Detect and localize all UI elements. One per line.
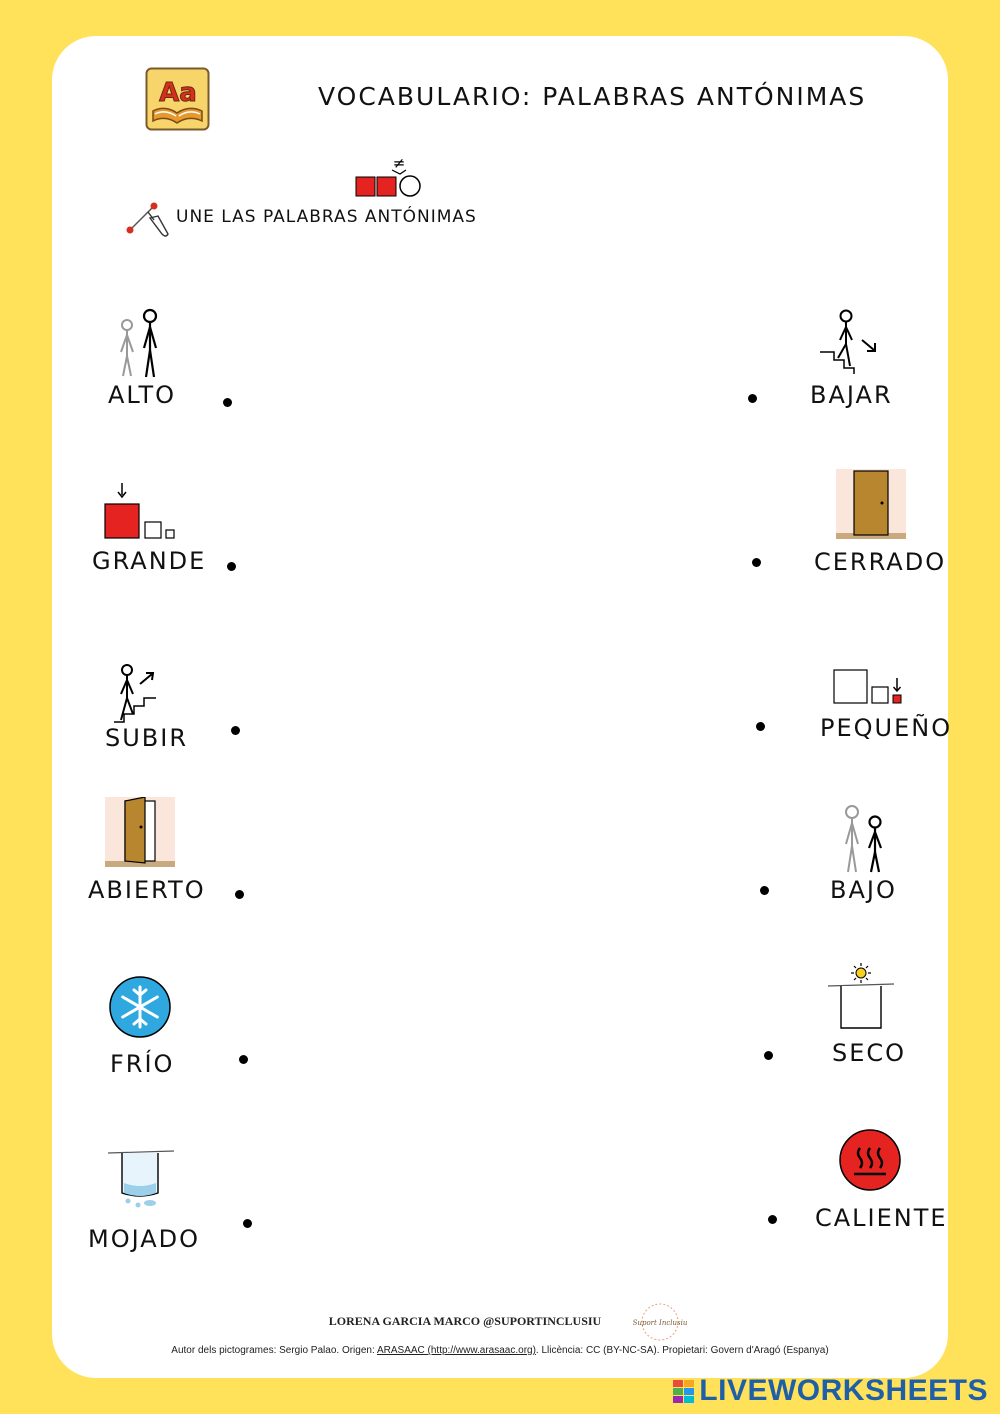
go-down-stairs-icon (818, 308, 880, 374)
word-left-2: GRANDE (92, 547, 207, 575)
word-right-6: CALIENTE (815, 1204, 948, 1232)
liveworksheets-logo-icon (673, 1380, 695, 1404)
word-right-3: PEQUEÑO (820, 714, 953, 742)
liveworksheets-brand[interactable] (673, 1374, 988, 1408)
word-right-1: BAJAR (810, 381, 893, 409)
book-logo-icon (145, 67, 210, 131)
liveworksheets-text: LIVEWORKSHEETS (699, 1374, 988, 1407)
dot-left-2[interactable] (227, 562, 236, 571)
author-name: LORENA GARCIA MARCO @SUPORTINCLUSIU (328, 1314, 602, 1328)
dot-left-1[interactable] (223, 398, 232, 407)
dot-left-4[interactable] (235, 890, 244, 899)
worksheet-card (52, 36, 948, 1378)
word-left-5: FRÍO (110, 1050, 175, 1078)
word-right-5: SECO (832, 1039, 907, 1067)
author-credit (0, 1314, 1000, 1329)
svg-text:Suport Inclusiu: Suport Inclusiu (633, 1319, 687, 1327)
svg-text:≠: ≠ (392, 154, 406, 172)
pictogram-credit-suffix: . Llicència: CC (BY-NC-SA). Propietari: Govern d'Aragó (Espanya) (535, 1345, 829, 1356)
small-square-icon (832, 668, 906, 706)
word-left-4: ABIERTO (88, 876, 206, 904)
snowflake-cold-icon (108, 975, 172, 1039)
big-square-icon (103, 481, 179, 541)
dot-left-6[interactable] (243, 1219, 252, 1228)
word-left-6: MOJADO (88, 1225, 201, 1253)
connect-dots-icon (124, 198, 172, 240)
logo-text: Aa (159, 78, 197, 108)
instruction-text: UNE LAS PALABRAS ANTÓNIMAS (176, 207, 477, 227)
dot-right-4[interactable] (760, 886, 769, 895)
dot-right-3[interactable] (756, 722, 765, 731)
dot-right-1[interactable] (748, 394, 757, 403)
arasaac-link[interactable]: ARASAAC (http://www.arasaac.org) (376, 1345, 536, 1356)
go-up-stairs-icon (112, 660, 166, 724)
pictogram-credit (0, 1345, 1000, 1356)
dot-left-5[interactable] (239, 1055, 248, 1064)
page-title: VOCABULARIO: PALABRAS ANTÓNIMAS (318, 82, 867, 111)
short-person-icon (840, 804, 888, 876)
tall-person-icon (114, 308, 164, 380)
dot-left-3[interactable] (231, 726, 240, 735)
word-right-4: BAJO (830, 876, 897, 904)
hot-heat-icon (838, 1128, 902, 1192)
closed-door-icon (836, 469, 906, 539)
antonym-pictogram-icon (354, 152, 424, 198)
dot-right-5[interactable] (764, 1051, 773, 1060)
dot-right-2[interactable] (752, 558, 761, 567)
dot-right-6[interactable] (768, 1215, 777, 1224)
open-door-icon (105, 797, 175, 867)
word-left-3: SUBIR (105, 724, 189, 752)
wet-clothes-icon (108, 1145, 176, 1215)
dry-clothes-icon (826, 962, 898, 1032)
word-right-2: CERRADO (814, 548, 947, 576)
signature-stamp-icon (633, 1301, 687, 1343)
pictogram-credit-prefix: Autor dels pictogrames: Sergio Palao. Origen: (171, 1345, 377, 1356)
word-left-1: ALTO (108, 381, 177, 409)
